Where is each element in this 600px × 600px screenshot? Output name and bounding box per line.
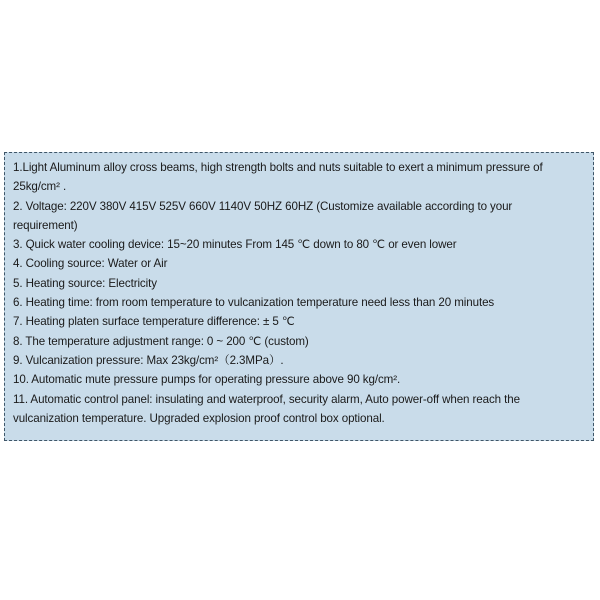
spec-line: 11. Automatic control panel: insulating and waterproof, security alarm, Auto power-off when reach the [13,392,520,406]
spec-line: 25kg/cm² . [13,180,67,194]
spec-line: 3. Quick water cooling device: 15~20 minutes From 145 ℃ down to 80 ℃ or even lower [13,238,457,252]
spec-line: 7. Heating platen surface temperature difference: ± 5 ℃ [13,315,295,329]
spec-line: 5. Heating source: Electricity [13,276,157,290]
spec-line: 6. Heating time: from room temperature to vulcanization temperature need less than 20 minutes [13,296,495,310]
spec-line: vulcanization temperature. Upgraded explosion proof control box optional. [13,411,385,425]
spec-line: 10. Automatic mute pressure pumps for operating pressure above 90 kg/cm². [13,373,401,387]
spec-line: 8. The temperature adjustment range: 0 ~ 200 ℃ (custom) [13,334,309,348]
spec-line: 4. Cooling source: Water or Air [13,257,168,271]
spec-line: requirement) [13,218,78,232]
spec-line: 2. Voltage: 220V 380V 415V 525V 660V 1140V 50HZ 60HZ (Customize available according to your [13,199,513,213]
spec-line: 1.Light Aluminum alloy cross beams, high strength bolts and nuts suitable to exert a minimum pressure of [13,161,543,174]
spec-line: 9. Vulcanization pressure: Max 23kg/cm²（2.3MPa）. [13,353,284,367]
spec-list-box [4,152,594,441]
